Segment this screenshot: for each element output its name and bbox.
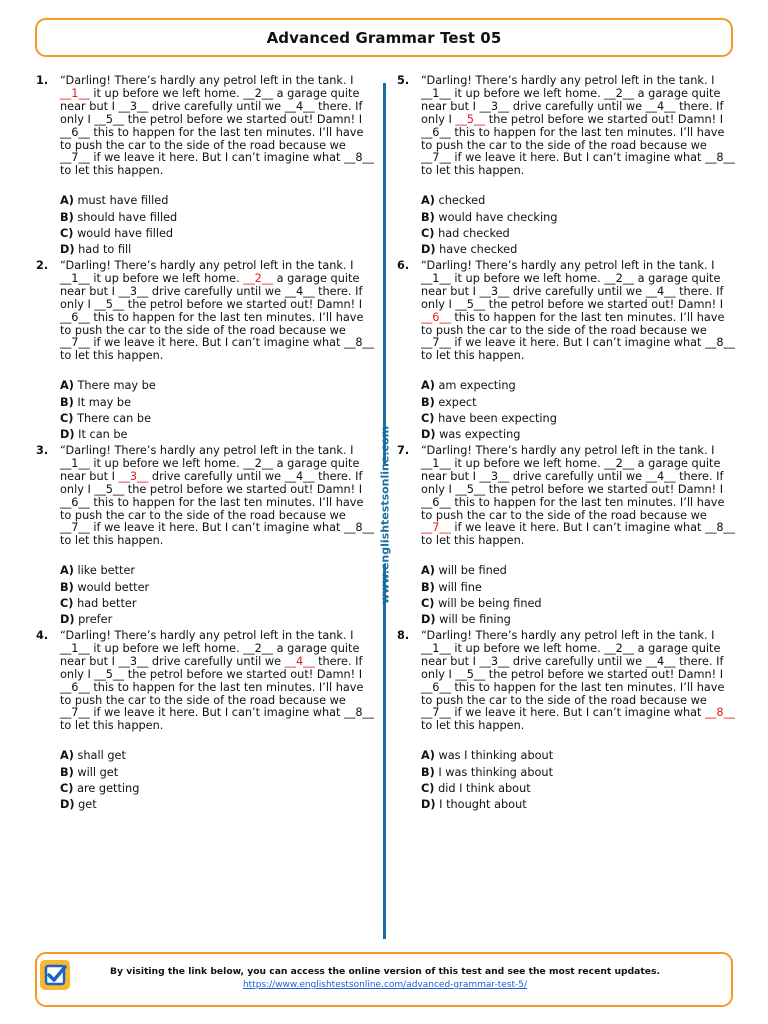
option-letter: D)	[60, 243, 75, 257]
passage-text: the petrol before we started out! Damn! I	[488, 482, 724, 496]
passage-text: drive carefully until we	[151, 654, 282, 668]
option-b[interactable]	[60, 580, 378, 596]
passage-text: it up before we left home.	[454, 641, 601, 655]
option-a[interactable]	[60, 193, 378, 209]
options-list	[60, 563, 378, 628]
passage-text: “Darling! There’s hardly any petrol left in the tank. I	[421, 74, 715, 87]
blank-8: __8__	[344, 521, 374, 535]
passage-text: if we leave it here. But I can’t imagine what	[93, 336, 341, 350]
question-passage	[421, 630, 739, 733]
question-number: 3.	[36, 444, 49, 457]
passage-text: a garage quite near but I	[60, 271, 360, 298]
passage-text: to let this happen.	[60, 534, 164, 548]
blank-4: __4__	[645, 654, 676, 668]
option-d[interactable]	[60, 242, 378, 258]
option-b[interactable]	[421, 765, 739, 781]
blank-6: __6__	[60, 495, 90, 509]
option-letter: B)	[421, 395, 435, 409]
passage-text: there. If only I	[60, 99, 363, 126]
option-letter: C)	[60, 411, 74, 425]
option-text: was I thinking about	[438, 749, 554, 763]
blank-2: __2__	[243, 86, 274, 100]
option-letter: D)	[60, 798, 75, 812]
passage-text: there. If only I	[421, 99, 724, 126]
passage-text: drive carefully until we	[512, 99, 643, 113]
option-text: did I think about	[438, 781, 531, 795]
question-passage	[60, 630, 378, 733]
question-passage	[421, 260, 739, 363]
footer-text: By visiting the link below, you can access the online version of this test and see the most recent updates.	[110, 966, 660, 977]
blank-3: __3__	[479, 284, 510, 298]
option-letter: C)	[421, 596, 435, 610]
option-letter: C)	[421, 781, 435, 795]
option-letter: A)	[421, 564, 435, 578]
passage-text: the petrol before we started out! Damn! I	[488, 112, 724, 126]
passage-text: a garage quite near but I	[421, 456, 721, 483]
option-letter: B)	[60, 580, 74, 594]
checkbox-icon	[40, 960, 70, 990]
blank-8: __8__	[705, 521, 735, 535]
option-text: had better	[77, 596, 137, 610]
option-letter: B)	[60, 395, 74, 409]
option-text: I thought about	[439, 798, 527, 812]
blank-3: __3__	[118, 469, 149, 483]
blank-4: __4__	[284, 654, 315, 668]
passage-text: a garage quite near but I	[421, 86, 721, 113]
passage-text: if we leave it here. But I can’t imagine what	[454, 521, 702, 535]
option-text: must have filled	[77, 194, 169, 208]
blank-5: __5__	[455, 482, 486, 496]
passage-text: to let this happen.	[421, 719, 525, 733]
passage-text: a garage quite near but I	[421, 271, 721, 298]
passage-text: to let this happen.	[60, 719, 164, 733]
options-list	[60, 378, 378, 443]
passage-text: there. If only I	[60, 654, 363, 681]
option-b[interactable]	[421, 395, 739, 411]
passage-text: it up before we left home.	[93, 271, 240, 285]
passage-text: there. If only I	[421, 284, 724, 311]
option-d[interactable]	[421, 612, 739, 628]
blank-6: __6__	[60, 125, 90, 139]
passage-text: “Darling! There’s hardly any petrol left in the tank. I	[60, 444, 354, 457]
passage-text: drive carefully until we	[151, 99, 282, 113]
option-letter: C)	[60, 596, 74, 610]
question-number: 2.	[36, 259, 49, 272]
option-text: prefer	[78, 613, 113, 627]
passage-text: it up before we left home.	[454, 456, 601, 470]
blank-7: __7__	[421, 706, 451, 720]
passage-text: a garage quite near but I	[60, 456, 360, 483]
blank-1: __1__	[421, 641, 451, 655]
option-d[interactable]	[60, 427, 378, 443]
passage-text: the petrol before we started out! Damn! I	[127, 297, 363, 311]
option-letter: D)	[60, 428, 75, 442]
passage-text: it up before we left home.	[454, 86, 601, 100]
option-d[interactable]	[60, 612, 378, 628]
option-d[interactable]	[421, 427, 739, 443]
option-letter: A)	[421, 194, 435, 208]
blank-4: __4__	[645, 284, 676, 298]
blank-7: __7__	[60, 151, 90, 165]
blank-8: __8__	[344, 151, 374, 165]
blank-2: __2__	[243, 271, 274, 285]
blank-1: __1__	[421, 271, 451, 285]
option-letter: A)	[421, 749, 435, 763]
passage-text: if we leave it here. But I can’t imagine what	[454, 706, 702, 720]
passage-text: this to happen for the last ten minutes. I’ll have to push the car to the side of the road because we	[421, 125, 725, 152]
question-number: 8.	[397, 629, 410, 642]
passage-text: to let this happen.	[60, 349, 164, 363]
page-title: Advanced Grammar Test 05	[266, 28, 502, 47]
blank-1: __1__	[60, 86, 90, 100]
options-list	[60, 193, 378, 258]
blank-7: __7__	[60, 706, 90, 720]
option-letter: D)	[421, 613, 436, 627]
question-number: 6.	[397, 259, 410, 272]
option-text: am expecting	[438, 379, 516, 393]
option-text: like better	[77, 564, 136, 578]
passage-text: this to happen for the last ten minutes. I’ll have to push the car to the side of the road because we	[60, 680, 364, 707]
blank-1: __1__	[60, 641, 90, 655]
option-text: will get	[77, 765, 119, 779]
blank-5: __5__	[94, 112, 125, 126]
blank-6: __6__	[60, 680, 90, 694]
option-d[interactable]	[60, 797, 378, 813]
option-letter: D)	[60, 613, 75, 627]
question-7	[397, 444, 739, 628]
option-a[interactable]	[421, 563, 739, 579]
option-b[interactable]	[60, 395, 378, 411]
blank-8: __8__	[344, 336, 374, 350]
option-text: had checked	[438, 226, 510, 240]
option-c[interactable]	[60, 226, 378, 242]
option-text: shall get	[77, 749, 126, 763]
option-b[interactable]	[421, 210, 739, 226]
question-3	[36, 444, 378, 628]
blank-2: __2__	[604, 456, 635, 470]
passage-text: this to happen for the last ten minutes. I’ll have to push the car to the side of the road because we	[421, 495, 725, 522]
passage-text: to let this happen.	[60, 164, 164, 178]
passage-text: this to happen for the last ten minutes. I’ll have to push the car to the side of the road because we	[60, 495, 364, 522]
passage-text: the petrol before we started out! Damn! I	[127, 112, 363, 126]
option-text: expect	[438, 395, 477, 409]
blank-3: __3__	[479, 469, 510, 483]
passage-text: it up before we left home.	[93, 456, 240, 470]
passage-text: drive carefully until we	[512, 469, 643, 483]
passage-text: there. If only I	[421, 469, 724, 496]
option-b[interactable]	[60, 765, 378, 781]
options-list	[421, 563, 739, 628]
option-letter: C)	[421, 226, 435, 240]
question-passage	[421, 75, 739, 178]
option-letter: C)	[60, 781, 74, 795]
passage-text: this to happen for the last ten minutes. I’ll have to push the car to the side of the road because we	[60, 310, 364, 337]
title-box	[35, 18, 733, 57]
blank-7: __7__	[421, 336, 451, 350]
question-1	[36, 74, 378, 258]
option-a[interactable]	[421, 378, 739, 394]
option-c[interactable]	[421, 411, 739, 427]
question-passage	[60, 75, 378, 178]
blank-3: __3__	[118, 99, 149, 113]
question-passage	[60, 445, 378, 548]
option-letter: D)	[421, 428, 436, 442]
option-letter: C)	[421, 411, 435, 425]
option-a[interactable]	[60, 563, 378, 579]
option-c[interactable]	[421, 226, 739, 242]
option-b[interactable]	[421, 580, 739, 596]
option-letter: B)	[60, 765, 74, 779]
blank-8: __8__	[705, 336, 735, 350]
blank-4: __4__	[284, 99, 315, 113]
option-letter: B)	[421, 580, 435, 594]
blank-8: __8__	[705, 151, 735, 165]
option-letter: A)	[60, 194, 74, 208]
option-c[interactable]	[60, 781, 378, 797]
option-text: There can be	[77, 411, 152, 425]
option-text: will fine	[438, 580, 482, 594]
blank-2: __2__	[243, 456, 274, 470]
option-letter: D)	[421, 798, 436, 812]
options-list	[60, 748, 378, 813]
blank-7: __7__	[60, 336, 90, 350]
question-number: 7.	[397, 444, 410, 457]
footer-link[interactable]: https://www.englishtestsonline.com/advanced-grammar-test-5/	[242, 980, 528, 990]
passage-text: this to happen for the last ten minutes. I’ll have to push the car to the side of the road because we	[60, 125, 364, 152]
option-text: would better	[77, 580, 150, 594]
blank-5: __5__	[455, 112, 486, 126]
option-c[interactable]	[421, 596, 739, 612]
blank-7: __7__	[421, 151, 451, 165]
passage-text: if we leave it here. But I can’t imagine what	[93, 151, 341, 165]
option-letter: B)	[421, 210, 435, 224]
option-a[interactable]	[60, 748, 378, 764]
option-c[interactable]	[60, 596, 378, 612]
blank-2: __2__	[604, 641, 635, 655]
passage-text: to let this happen.	[421, 164, 525, 178]
option-text: will be fining	[439, 613, 511, 627]
option-letter: A)	[60, 749, 74, 763]
passage-text: if we leave it here. But I can’t imagine what	[454, 336, 702, 350]
passage-text: the petrol before we started out! Damn! I	[127, 667, 363, 681]
option-letter: B)	[421, 765, 435, 779]
blank-5: __5__	[94, 667, 125, 681]
option-a[interactable]	[421, 193, 739, 209]
passage-text: to let this happen.	[421, 534, 525, 548]
passage-text: a garage quite near but I	[60, 641, 360, 668]
option-text: should have filled	[77, 210, 178, 224]
option-text: It may be	[77, 395, 132, 409]
blank-6: __6__	[421, 125, 451, 139]
blank-4: __4__	[284, 469, 315, 483]
question-passage	[421, 445, 739, 548]
question-5	[397, 74, 739, 258]
question-number: 5.	[397, 74, 410, 87]
question-passage	[60, 260, 378, 363]
option-text: would have checking	[438, 210, 558, 224]
blank-3: __3__	[118, 284, 149, 298]
option-a[interactable]	[60, 378, 378, 394]
passage-text: drive carefully until we	[512, 654, 643, 668]
passage-text: “Darling! There’s hardly any petrol left in the tank. I	[421, 629, 715, 642]
passage-text: if we leave it here. But I can’t imagine what	[93, 521, 341, 535]
option-letter: B)	[60, 210, 74, 224]
passage-text: there. If only I	[60, 469, 363, 496]
option-letter: A)	[60, 564, 74, 578]
option-letter: A)	[421, 379, 435, 393]
question-number: 1.	[36, 74, 49, 87]
passage-text: it up before we left home.	[93, 86, 240, 100]
passage-text: if we leave it here. But I can’t imagine what	[93, 706, 341, 720]
passage-text: “Darling! There’s hardly any petrol left in the tank. I	[60, 259, 354, 272]
blank-4: __4__	[645, 469, 676, 483]
options-list	[421, 748, 739, 813]
blank-8: __8__	[344, 706, 374, 720]
blank-7: __7__	[421, 521, 451, 535]
blank-7: __7__	[60, 521, 90, 535]
blank-4: __4__	[645, 99, 676, 113]
option-c[interactable]	[60, 411, 378, 427]
question-8	[397, 629, 739, 813]
blank-5: __5__	[94, 297, 125, 311]
passage-text: a garage quite near but I	[60, 86, 360, 113]
option-text: was expecting	[439, 428, 521, 442]
passage-text: this to happen for the last ten minutes. I’ll have to push the car to the side of the road because we	[421, 680, 725, 707]
passage-text: the petrol before we started out! Damn! I	[488, 297, 724, 311]
site-watermark: www.englishtestsonline.com	[375, 465, 395, 565]
passage-text: to let this happen.	[421, 349, 525, 363]
option-text: have been expecting	[438, 411, 557, 425]
blank-6: __6__	[60, 310, 90, 324]
option-text: will be fined	[438, 564, 507, 578]
option-letter: D)	[421, 243, 436, 257]
blank-4: __4__	[284, 284, 315, 298]
options-list	[421, 193, 739, 258]
blank-8: __8__	[705, 706, 735, 720]
blank-2: __2__	[604, 86, 635, 100]
passage-text: a garage quite near but I	[421, 641, 721, 668]
passage-text: drive carefully until we	[512, 284, 643, 298]
option-text: get	[78, 798, 97, 812]
option-a[interactable]	[421, 748, 739, 764]
blank-3: __3__	[479, 99, 510, 113]
passage-text: “Darling! There’s hardly any petrol left in the tank. I	[421, 259, 715, 272]
blank-1: __1__	[421, 86, 451, 100]
option-text: It can be	[78, 428, 128, 442]
option-text: I was thinking about	[438, 765, 554, 779]
option-text: had to fill	[78, 243, 132, 257]
passage-text: this to happen for the last ten minutes. I’ll have to push the car to the side of the road because we	[421, 310, 725, 337]
passage-text: the petrol before we started out! Damn! I	[488, 667, 724, 681]
question-6	[397, 259, 739, 443]
blank-1: __1__	[60, 271, 90, 285]
option-d[interactable]	[421, 797, 739, 813]
blank-1: __1__	[421, 456, 451, 470]
question-2	[36, 259, 378, 443]
option-text: will be being fined	[438, 596, 542, 610]
question-4	[36, 629, 378, 813]
option-text: are getting	[77, 781, 140, 795]
option-d[interactable]	[421, 242, 739, 258]
question-number: 4.	[36, 629, 49, 642]
blank-3: __3__	[118, 654, 149, 668]
passage-text: there. If only I	[60, 284, 363, 311]
passage-text: it up before we left home.	[93, 641, 240, 655]
passage-text: “Darling! There’s hardly any petrol left in the tank. I	[60, 629, 354, 642]
blank-1: __1__	[60, 456, 90, 470]
blank-2: __2__	[243, 641, 274, 655]
option-letter: C)	[60, 226, 74, 240]
option-text: would have filled	[77, 226, 174, 240]
option-text: checked	[438, 194, 486, 208]
passage-text: the petrol before we started out! Damn! I	[127, 482, 363, 496]
blank-6: __6__	[421, 680, 451, 694]
option-text: have checked	[439, 243, 518, 257]
blank-3: __3__	[479, 654, 510, 668]
passage-text: if we leave it here. But I can’t imagine what	[454, 151, 702, 165]
passage-text: there. If only I	[421, 654, 724, 681]
passage-text: “Darling! There’s hardly any petrol left in the tank. I	[421, 444, 715, 457]
option-letter: A)	[60, 379, 74, 393]
blank-2: __2__	[604, 271, 635, 285]
blank-6: __6__	[421, 310, 451, 324]
passage-text: “Darling! There’s hardly any petrol left in the tank. I	[60, 74, 354, 87]
blank-5: __5__	[455, 297, 486, 311]
option-b[interactable]	[60, 210, 378, 226]
passage-text: it up before we left home.	[454, 271, 601, 285]
option-c[interactable]	[421, 781, 739, 797]
blank-5: __5__	[455, 667, 486, 681]
blank-5: __5__	[94, 482, 125, 496]
blank-6: __6__	[421, 495, 451, 509]
options-list	[421, 378, 739, 443]
passage-text: drive carefully until we	[151, 284, 282, 298]
option-text: There may be	[77, 379, 156, 393]
passage-text: drive carefully until we	[151, 469, 282, 483]
